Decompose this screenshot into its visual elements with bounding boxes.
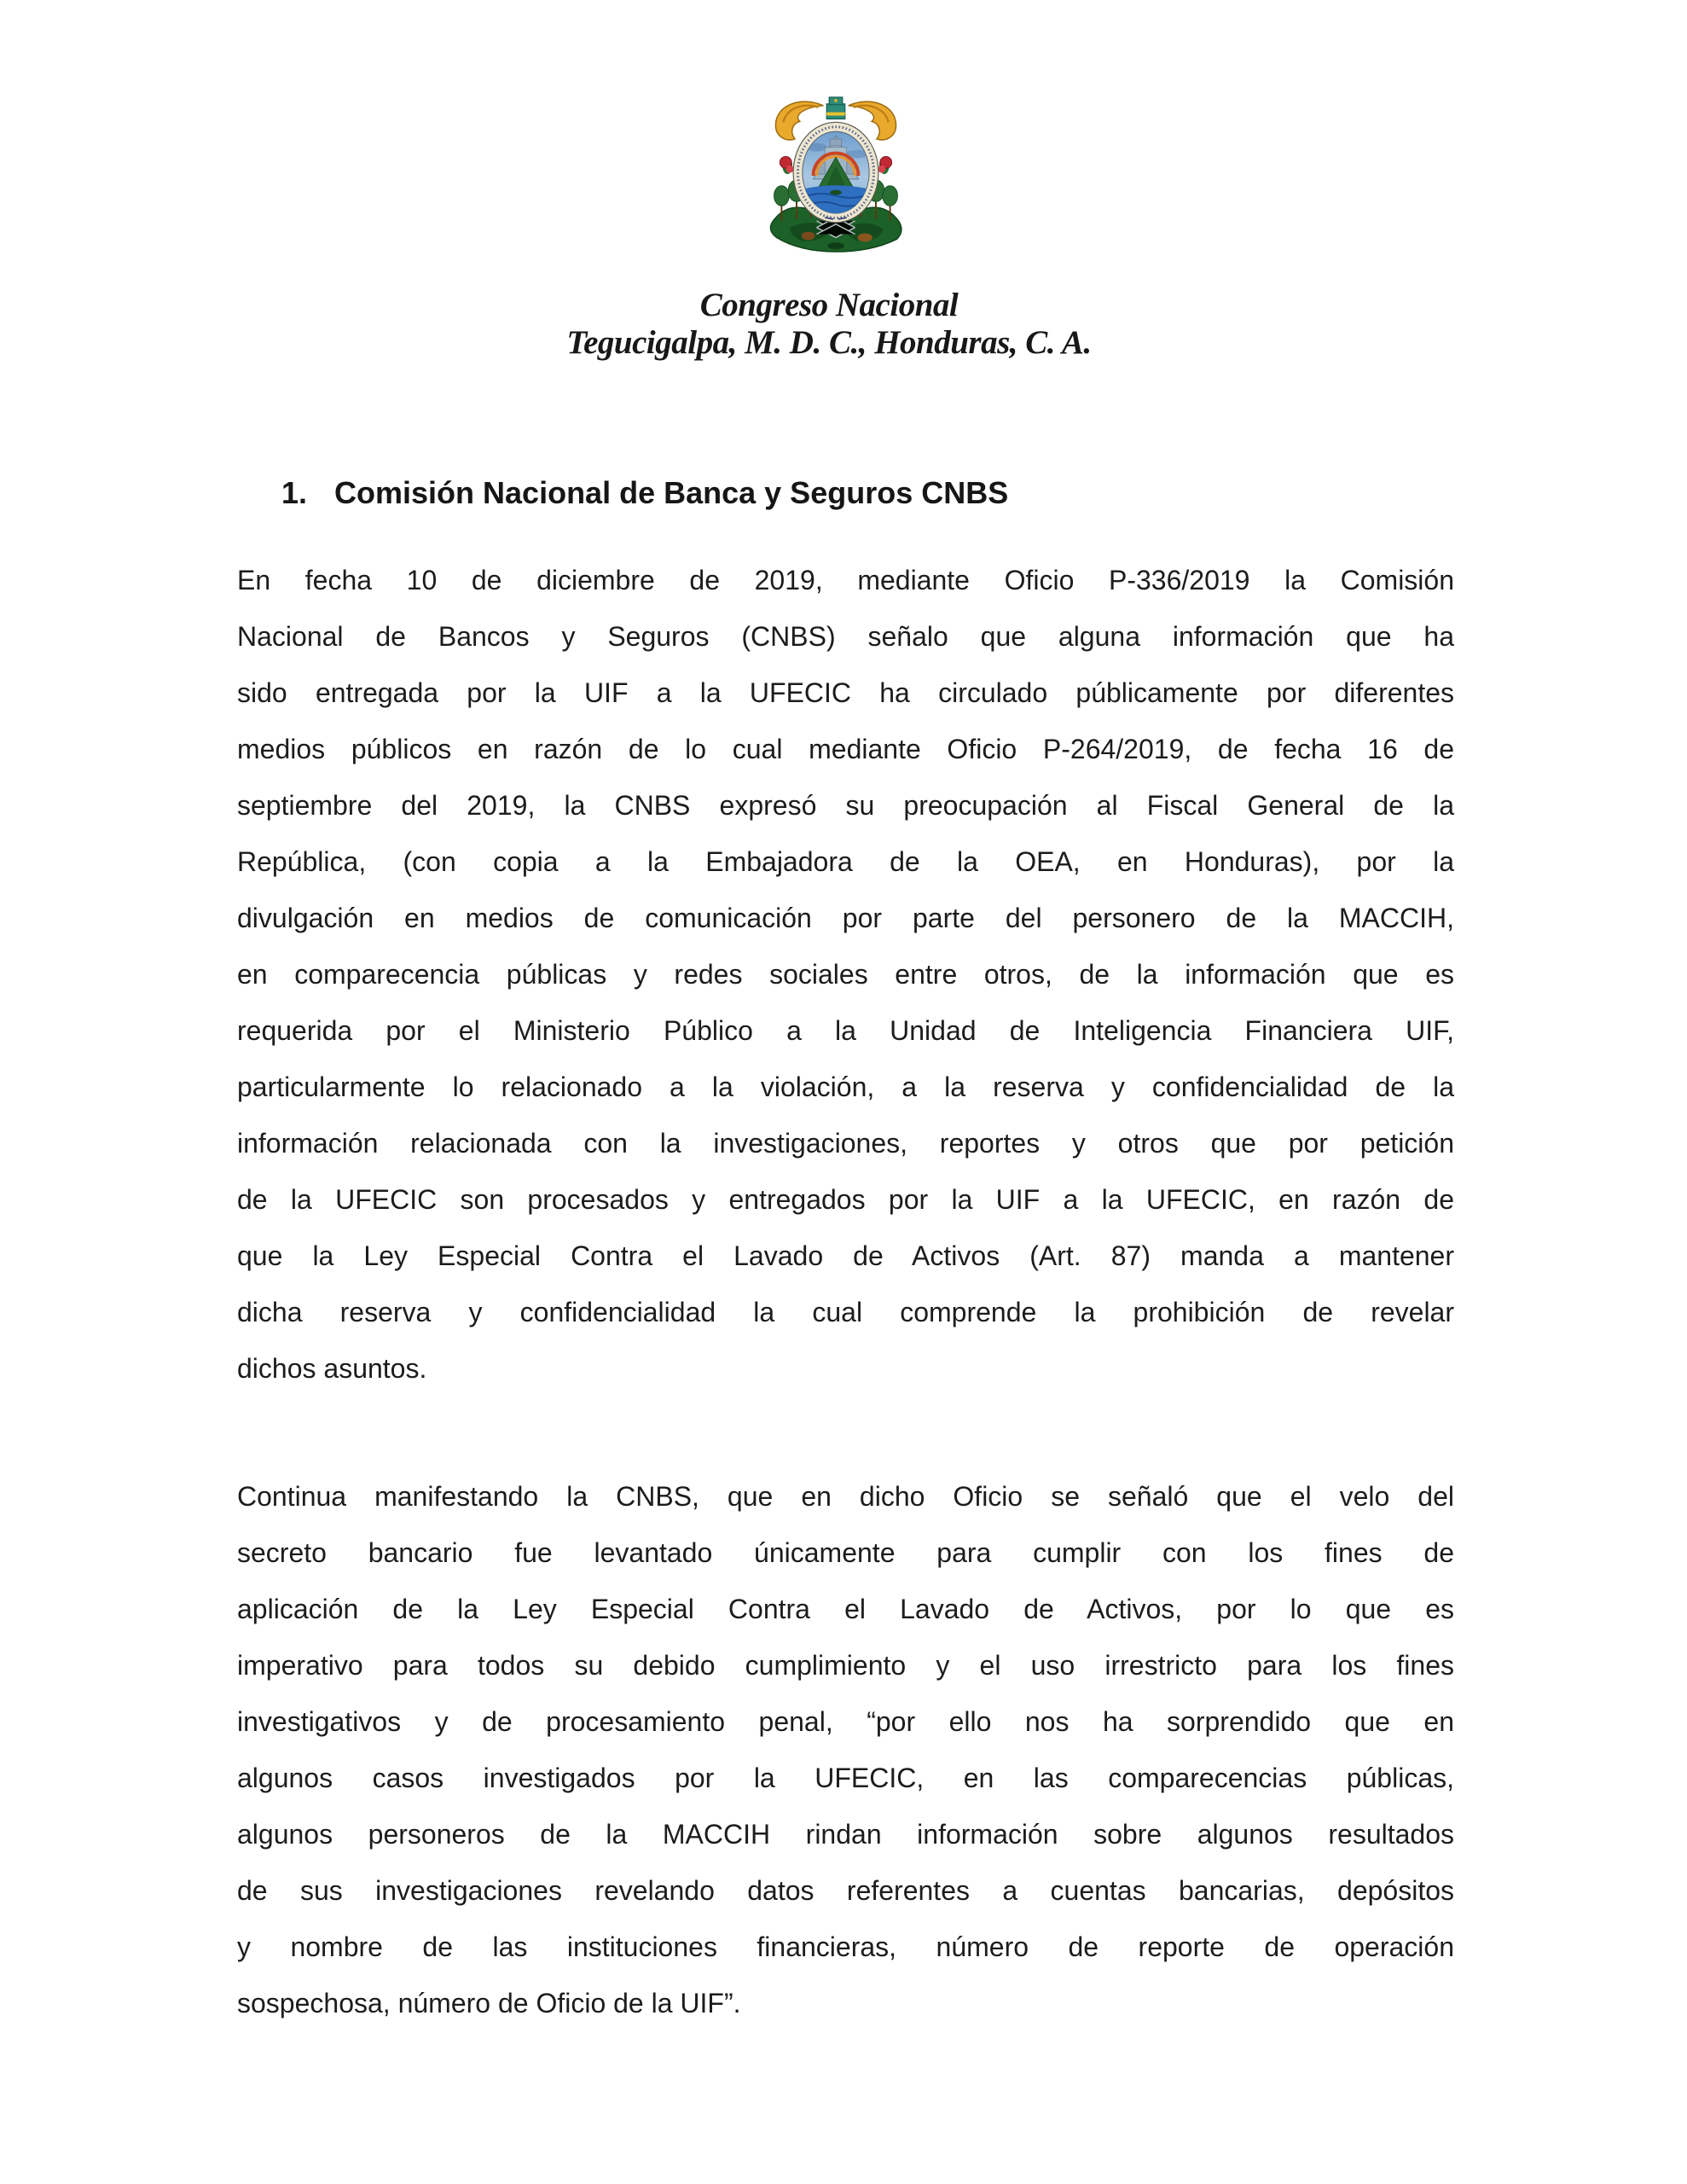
tower-icon xyxy=(826,97,845,119)
body-line: particularmente lo relacionado a la violación, a la reserva y confidencialidad de la xyxy=(237,1072,1454,1102)
body-line: que la Ley Especial Contra el Lavado de Activos (Art. 87) manda a mantener xyxy=(237,1240,1454,1271)
honduras-coat-of-arms-icon xyxy=(764,96,907,254)
body-line: En fecha 10 de diciembre de 2019, mediante Oficio P-336/2019 la Comisión xyxy=(237,565,1454,595)
body-line: sido entregada por la UIF a la UFECIC ha circulado públicamente por diferentes xyxy=(237,677,1454,708)
body-line: de la UFECIC son procesados y entregados por la UIF a la UFECIC, en razón de xyxy=(237,1184,1454,1215)
body-line: secreto bancario fue levantado únicamente para cumplir con los fines de xyxy=(237,1537,1454,1568)
section-number: 1. xyxy=(281,475,308,510)
section-heading xyxy=(281,474,1008,512)
body-line: imperativo para todos su debido cumplimiento y el uso irrestricto para los fines xyxy=(237,1650,1454,1681)
body-line: Continua manifestando la CNBS, que en dicho Oficio se señaló que el velo del xyxy=(237,1481,1454,1512)
section-title: Comisión Nacional de Banca y Seguros CNBS xyxy=(334,475,1009,510)
body-line: investigativos y de procesamiento penal, “por ello nos ha sorprendido que en xyxy=(237,1706,1454,1737)
body-line: sospechosa, número de Oficio de la UIF”. xyxy=(237,1988,741,2018)
body-line: información relacionada con la investigaciones, reportes y otros que por petición xyxy=(237,1128,1454,1159)
body-line: República, (con copia a la Embajadora de la OEA, en Honduras), por la xyxy=(237,846,1454,877)
document-body xyxy=(237,552,1454,2103)
body-line: aplicación de la Ley Especial Contra el Lavado de Activos, por lo que es xyxy=(237,1594,1454,1624)
body-line: requerida por el Ministerio Público a la Unidad de Inteligencia Financiera UIF, xyxy=(237,1015,1454,1046)
body-line: Nacional de Bancos y Seguros (CNBS) señalo que alguna información que ha xyxy=(237,621,1454,652)
letterhead-title: Congreso Nacional xyxy=(699,287,959,323)
paragraph xyxy=(237,552,1454,1397)
body-line: en comparecencia públicas y redes sociales entre otros, de la información que es xyxy=(237,959,1454,990)
body-line: divulgación en medios de comunicación por parte del personero de la MACCIH, xyxy=(237,903,1454,933)
letterhead xyxy=(0,287,1658,362)
body-line: algunos personeros de la MACCIH rindan información sobre algunos resultados xyxy=(237,1819,1454,1850)
paragraph xyxy=(237,1468,1454,2031)
body-line: de sus investigaciones revelando datos referentes a cuentas bancarias, depósitos xyxy=(237,1875,1454,1906)
body-line: dichos asuntos. xyxy=(237,1353,427,1384)
letterhead-subtitle: Tegucigalpa, M. D. C., Honduras, C. A. xyxy=(566,324,1092,361)
body-line: y nombre de las instituciones financieras, número de reporte de operación xyxy=(237,1931,1454,1962)
body-line: medios públicos en razón de lo cual mediante Oficio P-264/2019, de fecha 16 de xyxy=(237,734,1454,764)
body-line: dicha reserva y confidencialidad la cual comprende la prohibición de revelar xyxy=(237,1297,1454,1327)
body-line: algunos casos investigados por la UFECIC, en las comparecencias públicas, xyxy=(237,1763,1454,1793)
body-line: septiembre del 2019, la CNBS expresó su preocupación al Fiscal General de la xyxy=(237,790,1454,821)
